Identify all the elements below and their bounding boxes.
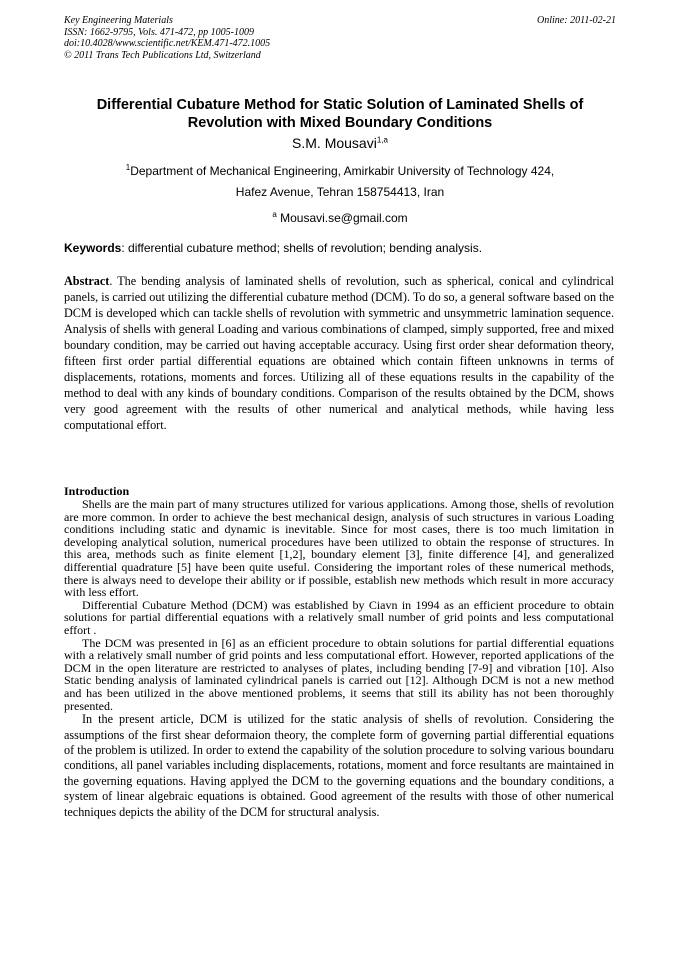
copyright-line: © 2011 Trans Tech Publications Ltd, Switzerland	[64, 49, 261, 61]
introduction-heading: Introduction	[64, 484, 130, 498]
online-date: Online: 2011-02-21	[537, 15, 616, 26]
author-name: S.M. Mousavi	[292, 135, 377, 151]
abstract-label: Abstract	[64, 274, 110, 288]
introduction-section	[64, 484, 614, 820]
intro-paragraph-4: In the present article, DCM is utilized for the static analysis of shells of revolution. Considering the assumptions of the first shear deformaion theory, the complete form of governing partial differential equations of the problem is utilized. In order to extend the capability of the solution procedure to solving various boundaru conditions, all panel variables including displacements, rotations, moment and force resultants are maintained in the governing equations. Having applyed the DCM to the governing equations and the boundary conditions, a system of linear algebraic equations is obtained. Good agreement of the results with those of other numerical techniques depicts the ability of the DCM for structural analysis.	[64, 712, 614, 819]
journal-name: Key Engineering Materials	[64, 15, 173, 26]
email-superscript: a	[272, 210, 277, 219]
affiliation-line-1	[64, 161, 616, 182]
intro-paragraph-2: Differential Cubature Method (DCM) was established by Ciavn in 1994 as an efficient procedure to obtain solutions for partial differential equations with a relatively small number of grid points and less computational effort .	[64, 597, 614, 637]
affiliation-text-1: Department of Mechanical Engineering, Amirkabir University of Technology 424,	[130, 164, 555, 178]
intro-paragraph-3: The DCM was presented in [6] as an efficient procedure to obtain solutions for partial differential equations with a relatively small number of grid points and less computational effort. However, reported applications of the DCM in the open literature are restricted to analyses of plates, including bending [7-9] and vibration [10]. Also Static bending analysis of laminated cylindrical panels is carried out [12]. Although DCM is not a new method and has been utilized in the above mentioned problems, it seems that still its ability has not been thoroughly presented.	[64, 635, 614, 713]
abstract	[64, 273, 614, 433]
keywords-label: Keywords	[64, 241, 122, 255]
abstract-text: . The bending analysis of laminated shells of revolution, such as spherical, conical and cylindrical panels, is carried out utilizing the differential cubature method (DCM). To do so, a general software based on the DCM is developed which can tackle shells of revolution with symmetric and unsymmetric lamination sequence. Analysis of shells with general Loading and various combinations of clamped, simply supported, free and mixed boundary condition, may be carried out having acceptable accuracy. Using first order shear deformation theory, fifteen first order partial differential equations are obtained which contain fifteen unknowns in terms of displacements, rotations, moments and forces. Utilizing all of these equations results in the capability of the method to deal with any kinds of boundary conditions. Comparison of the results obtained by the DCM, shows very good agreement with the results of other numerical and analytical methods, while having less computational effort.	[64, 274, 615, 432]
keywords	[64, 240, 616, 256]
email-line	[64, 210, 616, 226]
affiliation-superscript: 1	[125, 163, 131, 172]
paper-title: Differential Cubature Method for Static Solution of Laminated Shells of Revolution with Mixed Boundary Conditions	[96, 97, 584, 131]
author-line	[64, 134, 616, 152]
keywords-text: : differential cubature method; shells of revolution; bending analysis.	[121, 241, 483, 255]
doi-line: doi:10.4028/www.scientific.net/KEM.471-472.1005	[64, 38, 271, 49]
affiliation-line-2: Hafez Avenue, Tehran 158754413, Iran	[235, 185, 445, 199]
author-superscript: 1,a	[376, 135, 388, 145]
intro-paragraph-1: Shells are the main part of many structures utilized for various applications. Among those, shells of revolution are more common. In order to achieve the best mechanical design, analysis of such structures in various Loading conditions including static and dynamic is inevitable. Since for most cases, there is too much limitation in developing analytical solution, numerical procedures have been utilized to obtain the response of structures. In this area, methods such as finite element [1,2], boundary element [3], finite difference [4], and generalized differential quadrature [5] have been quite useful. Considering the important roles of these numerical methods, there is always need to develope their ability or if possible, establish new methods which result in more accuracy with less effort.	[64, 497, 614, 600]
journal-header	[64, 15, 616, 61]
email-address: Mousavi.se@gmail.com	[280, 211, 408, 225]
affiliation	[64, 161, 616, 203]
issn-line: ISSN: 1662-9795, Vols. 471-472, pp 1005-1009	[64, 26, 254, 38]
